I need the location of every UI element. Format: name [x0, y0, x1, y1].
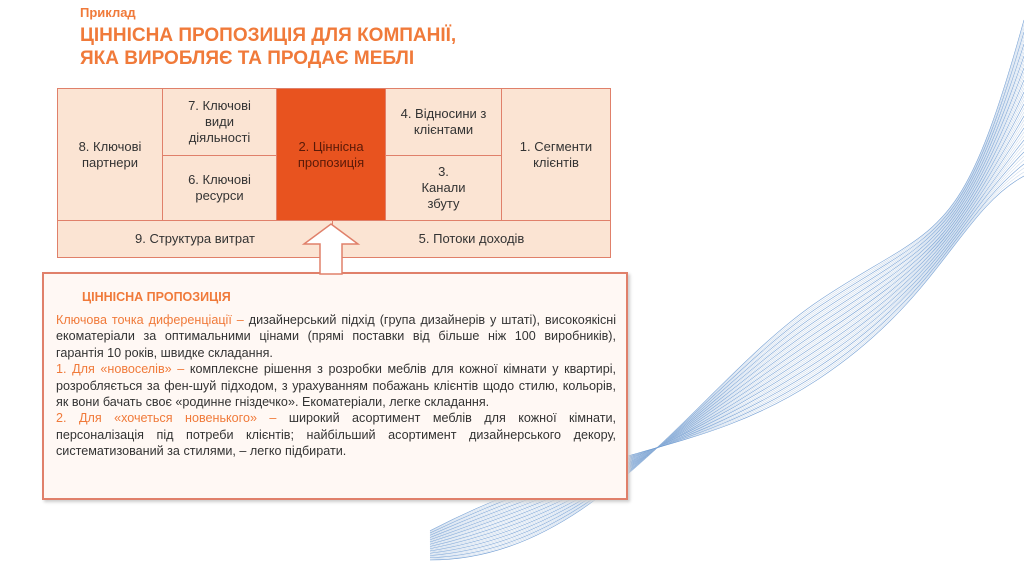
- detail-heading: ЦІННІСНА ПРОПОЗИЦІЯ: [82, 290, 231, 304]
- cell-customer-relationships: 4. Відносини з клієнтами: [385, 88, 502, 156]
- cell-channels: 3. Канали збуту: [385, 155, 502, 221]
- page-title: ЦІННІСНА ПРОПОЗИЦІЯ ДЛЯ КОМПАНІЇ, ЯКА ВИРОБЛЯЄ ТА ПРОДАЄ МЕБЛІ: [80, 25, 457, 69]
- cell-revenue-streams: 5. Потоки доходів: [332, 220, 611, 258]
- cell-cost-structure: 9. Структура витрат: [57, 220, 333, 258]
- cell-key-resources: 6. Ключові ресурси: [162, 155, 277, 221]
- cell-value-proposition: 2. Ціннісна пропозиція: [276, 88, 386, 221]
- cell-key-activities: 7. Ключові види діяльності: [162, 88, 277, 156]
- example-label: Приклад: [80, 5, 136, 20]
- value-proposition-detail: [42, 272, 628, 500]
- detail-text: Ключова точка диференціації – дизайнерський підхід (група дизайнерів у штаті), високоякісні екоматеріали за оптимальними цінами (прямі поставки від більше ніж 100 виробників), гарантія 10 років, швидке складання. 1. Для «новоселів» – комплексне рішення з розробки меблів для кожної кімнати у квартирі, розробляється за фен-шуй підходом, з урахуванням побажань клієнтів щодо стилю, кольорів, як вони бачать своє «родинне гніздечко». Екоматеріали, легке складання. 2. Для «хочеться новенького» – широкий асортимент меблів для кожної кімнати, персоналізація під потреби клієнтів; найбільший асортимент дизайнерського декору, систематизований за стилями, – легко підбирати.: [56, 313, 617, 459]
- arrow-up-icon: [300, 222, 362, 276]
- cell-key-partners: 8. Ключові партнери: [57, 88, 163, 221]
- cell-customer-segments: 1. Сегменти клієнтів: [501, 88, 611, 221]
